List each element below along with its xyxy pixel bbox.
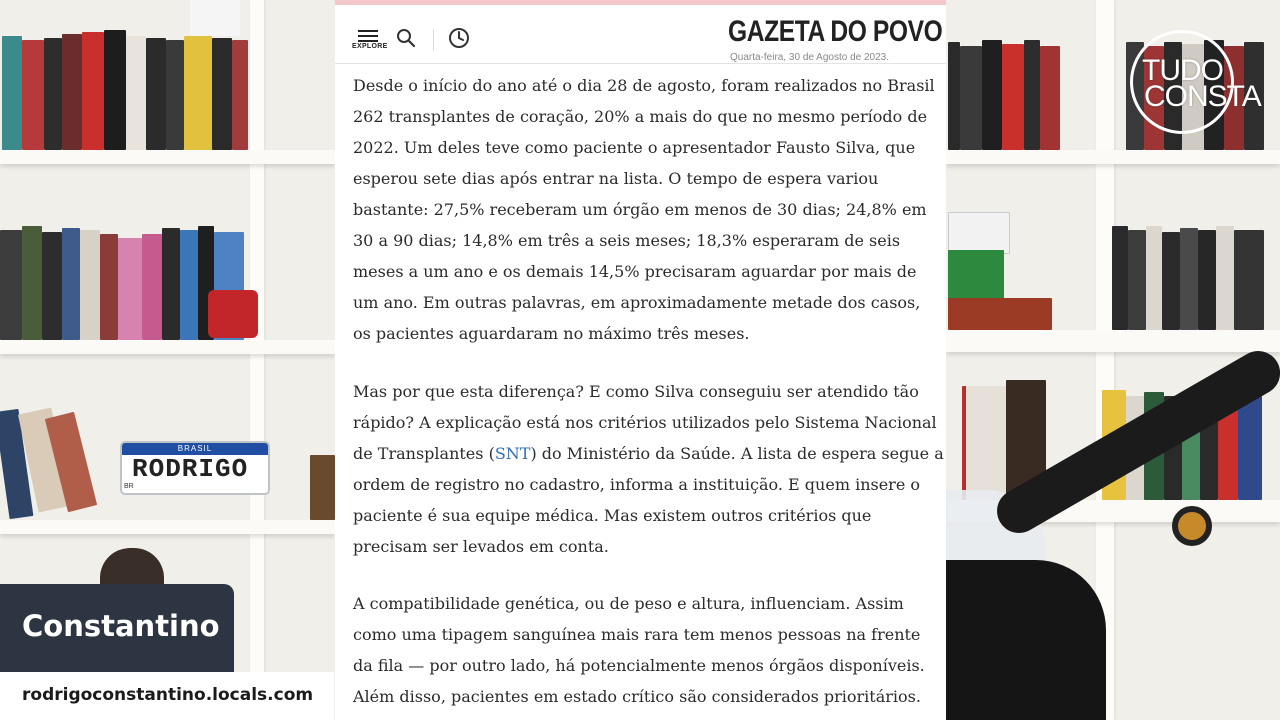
license-plate-decoration xyxy=(120,441,270,495)
presenter-name: Constantino xyxy=(22,609,220,643)
channel-url: rodrigoconstantino.locals.com xyxy=(22,685,314,705)
microphone-base xyxy=(946,560,1106,720)
clock-icon xyxy=(447,26,471,50)
article-paragraph-3 xyxy=(353,588,938,712)
search-button[interactable] xyxy=(395,27,417,49)
channel-logo-line2: CONSTA xyxy=(1144,80,1261,113)
article-paragraph-2 xyxy=(353,376,944,562)
paragraph-line: 2022. Um deles teve como paciente o apresentador Fausto Silva, que xyxy=(353,138,916,157)
snt-link[interactable]: SNT xyxy=(494,444,531,463)
channel-logo-line1: TUDO xyxy=(1142,54,1223,87)
article-panel xyxy=(335,0,946,720)
paragraph-line: rápido? A explicação está nos critérios utilizados pelo Sistema Nacional xyxy=(353,413,937,432)
menu-label: EXPLORE xyxy=(352,43,388,50)
paragraph-line: 30 a 90 dias; 14,8% em três a seis meses; 18,3% esperaram de seis xyxy=(353,231,901,250)
paragraph-line: como uma tipagem sanguínea mais rara tem menos pessoas na frente xyxy=(353,625,921,644)
header-divider xyxy=(433,29,434,51)
paragraph-line: um ano. Em outras palavras, em aproximadamente metade dos casos, xyxy=(353,293,921,312)
paragraph-line: os pacientes aguardaram no máximo três meses. xyxy=(353,324,750,343)
paragraph-line: A compatibilidade genética, ou de peso e altura, influenciam. Assim xyxy=(353,594,904,613)
paragraph-line: precisam ser levados em conta. xyxy=(353,537,609,556)
header-date: Quarta-feira, 30 de Agosto de 2023. xyxy=(730,52,889,63)
paragraph-line xyxy=(353,438,944,469)
paragraph-line: Desde o início do ano até o dia 28 de agosto, foram realizados no Brasil xyxy=(353,76,935,95)
plate-code: BR xyxy=(124,483,134,490)
site-logo[interactable]: GAZETA DO POVO xyxy=(728,15,943,48)
microphone-ring xyxy=(1172,506,1212,546)
article-paragraph-1 xyxy=(353,70,938,349)
menu-button[interactable] xyxy=(355,27,383,55)
paragraph-line: da fila — por outro lado, há potencialmente menos órgãos disponíveis. xyxy=(353,656,925,675)
site-header xyxy=(335,5,946,64)
paragraph-line: meses a um ano e os demais 14,5% precisaram aguardar por mais de xyxy=(353,262,917,281)
history-button[interactable] xyxy=(447,26,471,50)
paragraph-line: 262 transplantes de coração, 20% a mais do que no mesmo período de xyxy=(353,107,928,126)
text-segment: ) do Ministério da Saúde. A lista de espera segue a xyxy=(530,444,944,463)
paragraph-line: Mas por que esta diferença? E como Silva conseguiu ser atendido tão xyxy=(353,382,919,401)
text-segment: de Transplantes ( xyxy=(353,444,495,463)
plate-text: RODRIGO xyxy=(132,454,249,484)
search-icon xyxy=(395,27,417,49)
plate-country: BRASIL xyxy=(177,444,213,453)
paragraph-line: bastante: 27,5% receberam um órgão em menos de 30 dias; 24,8% em xyxy=(353,200,927,219)
paragraph-line: Além disso, pacientes em estado crítico são considerados prioritários. xyxy=(353,687,921,706)
paragraph-line: paciente é sua equipe médica. Mas existem outros critérios que xyxy=(353,506,872,525)
paragraph-line: esperou sete dias após entrar na lista. O tempo de espera variou xyxy=(353,169,879,188)
paragraph-line: ordem de registro no cadastro, informa a instituição. E quem insere o xyxy=(353,475,921,494)
